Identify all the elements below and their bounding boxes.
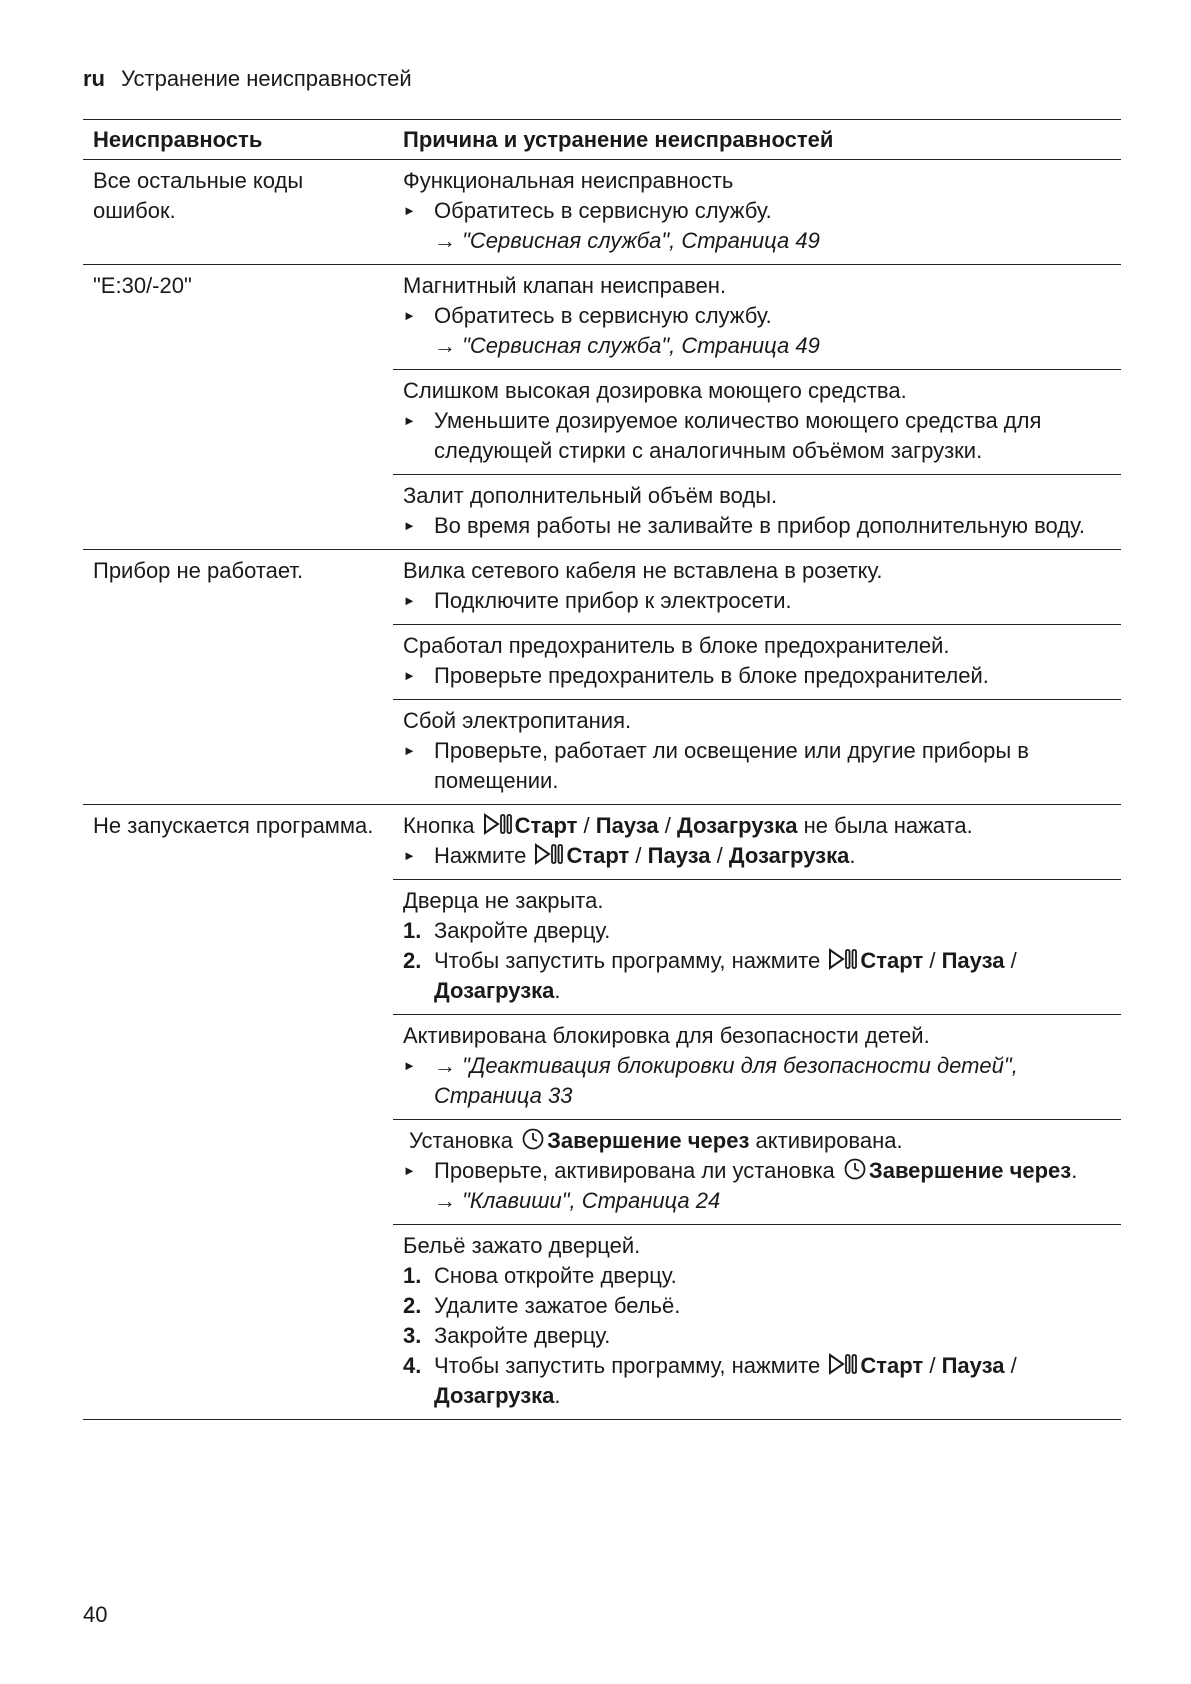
table-header-row [83, 120, 1121, 160]
play-pause-icon [828, 947, 858, 971]
step-number: 1. [403, 1263, 422, 1288]
cause-text: Установка Завершение через активирована. [409, 1128, 903, 1153]
step-text: Чтобы запустить программу, нажмите Старт / Пауза / Дозагрузка. [434, 948, 1017, 1003]
page-reference-link[interactable]: → "Сервисная служба", Страница 49 [434, 333, 820, 358]
table-row [83, 550, 1121, 625]
triangle-bullet-icon: ► [403, 518, 416, 533]
action-text: Во время работы не заливайте в прибор дополнительную воду. [434, 513, 1086, 538]
cause-text: Функциональная неисправность [403, 168, 734, 193]
table-row [83, 160, 1121, 265]
step-text: Закройте дверцу. [434, 1323, 611, 1348]
cause-text: Залит дополнительный объём воды. [403, 483, 778, 508]
cause-text: Дверца не закрыта. [403, 888, 604, 913]
triangle-bullet-icon: ► [403, 1058, 416, 1073]
triangle-bullet-icon: ► [403, 413, 416, 428]
triangle-bullet-icon: ► [403, 203, 416, 218]
step-number: 4. [403, 1353, 422, 1378]
fault-cell: Все остальные коды ошибок. [83, 160, 393, 265]
step-number: 1. [403, 918, 422, 943]
language-code: ru [83, 66, 105, 91]
cause-text: Слишком высокая дозировка моющего средства. [403, 378, 907, 403]
cause-cell [393, 880, 1121, 1015]
troubleshooting-table [83, 119, 1121, 1420]
step-text: Закройте дверцу. [434, 918, 611, 943]
cause-cell [393, 1120, 1121, 1225]
cause-text: Сработал предохранитель в блоке предохранителей. [403, 633, 950, 658]
step-text: Чтобы запустить программу, нажмите Старт / Пауза / Дозагрузка. [434, 1353, 1017, 1408]
triangle-bullet-icon: ► [403, 1163, 416, 1178]
cause-cell [393, 370, 1121, 475]
page-header [83, 66, 412, 92]
cause-cell [393, 625, 1121, 700]
cause-cell [393, 1015, 1121, 1120]
page-reference-link[interactable]: → "Деактивация блокировки для безопасности детей", Страница 33 [434, 1053, 1018, 1108]
cause-cell [393, 805, 1121, 880]
fault-cell: Не запускается программа. [83, 805, 393, 1420]
cause-cell [393, 550, 1121, 625]
step-number: 3. [403, 1323, 422, 1348]
action-text: Обратитесь в сервисную службу. [434, 198, 772, 223]
step-number: 2. [403, 948, 422, 973]
action-text: Уменьшите дозируемое количество моющего средства для следующей стирки с аналогичным объёмом загрузки. [434, 408, 1042, 463]
clock-icon [521, 1127, 545, 1151]
column-header-cause: Причина и устранение неисправностей [393, 120, 1121, 160]
table-row [83, 805, 1121, 880]
cause-text: Кнопка Старт / Пауза / Дозагрузка не была нажата. [403, 813, 973, 838]
cause-text: Вилка сетевого кабеля не вставлена в розетку. [403, 558, 883, 583]
action-text: Подключите прибор к электросети. [434, 588, 792, 613]
cause-cell [393, 700, 1121, 805]
clock-icon [843, 1157, 867, 1181]
step-number: 2. [403, 1293, 422, 1318]
triangle-bullet-icon: ► [403, 668, 416, 683]
action-text: Обратитесь в сервисную службу. [434, 303, 772, 328]
triangle-bullet-icon: ► [403, 848, 416, 863]
page-number: 40 [83, 1602, 108, 1627]
fault-cell: Прибор не работает. [83, 550, 393, 805]
action-text: Проверьте, активирована ли установка Завершение через. [434, 1158, 1078, 1183]
triangle-bullet-icon: ► [403, 743, 416, 758]
play-pause-icon [534, 842, 564, 866]
play-pause-icon [483, 812, 513, 836]
triangle-bullet-icon: ► [403, 593, 416, 608]
action-text: Проверьте предохранитель в блоке предохранителей. [434, 663, 989, 688]
section-title: Устранение неисправностей [121, 66, 412, 91]
step-text: Удалите зажатое бельё. [434, 1293, 681, 1318]
cause-cell [393, 265, 1121, 370]
table-row [83, 265, 1121, 370]
play-pause-icon [828, 1352, 858, 1376]
cause-cell [393, 475, 1121, 550]
column-header-fault: Неисправность [83, 120, 393, 160]
page-reference-link[interactable]: → "Клавиши", Страница 24 [434, 1188, 721, 1213]
action-text: Проверьте, работает ли освещение или другие приборы в помещении. [434, 738, 1029, 793]
cause-text: Сбой электропитания. [403, 708, 632, 733]
cause-cell [393, 1225, 1121, 1420]
cause-text: Бельё зажато дверцей. [403, 1233, 641, 1258]
cause-cell [393, 160, 1121, 265]
action-text: Нажмите Старт / Пауза / Дозагрузка. [434, 843, 856, 868]
triangle-bullet-icon: ► [403, 308, 416, 323]
cause-text: Активирована блокировка для безопасности детей. [403, 1023, 930, 1048]
page-reference-link[interactable]: → "Сервисная служба", Страница 49 [434, 228, 820, 253]
fault-cell: "E:30/-20" [83, 265, 393, 550]
step-text: Снова откройте дверцу. [434, 1263, 677, 1288]
cause-text: Магнитный клапан неисправен. [403, 273, 727, 298]
